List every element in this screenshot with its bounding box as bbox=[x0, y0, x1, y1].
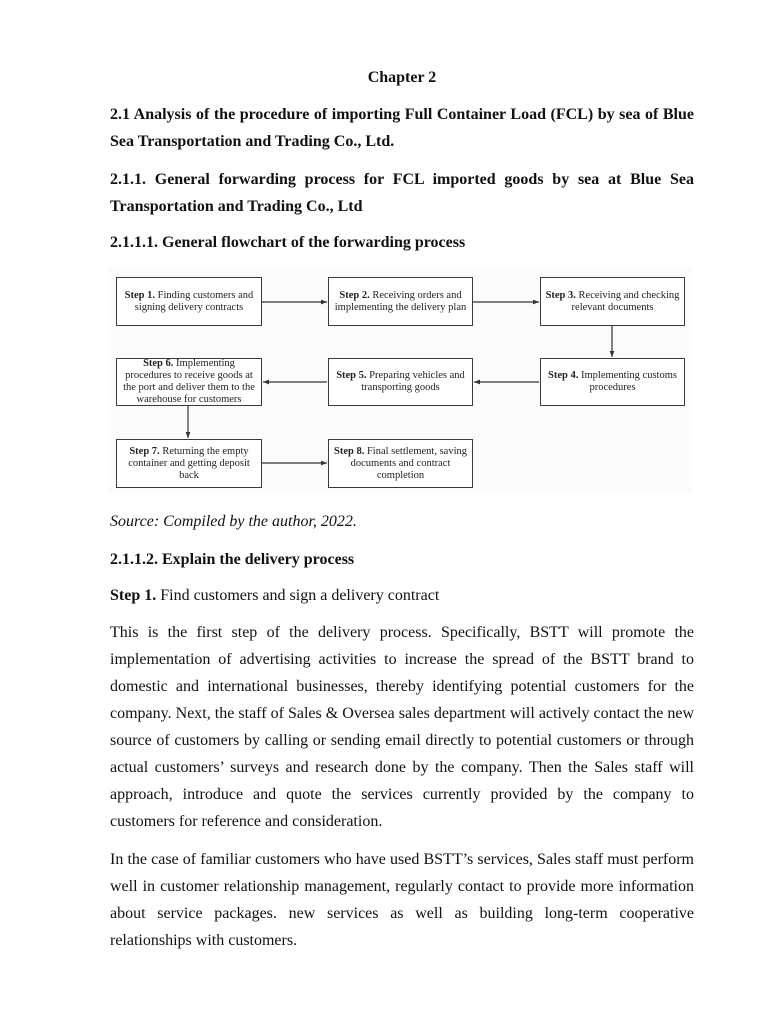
step-5-text: Preparing vehicles and transporting goods bbox=[361, 370, 465, 393]
step-4-label: Step 4. bbox=[548, 370, 579, 381]
flowchart-step-2 bbox=[328, 277, 473, 326]
section-heading-2-1-1-2: 2.1.1.2. Explain the delivery process bbox=[110, 551, 355, 568]
step-1-text: Finding customers and signing delivery contracts bbox=[134, 289, 254, 313]
figure-source-caption: Source: Compiled by the author, 2022. bbox=[110, 513, 357, 530]
forwarding-flowchart bbox=[108, 268, 692, 492]
step-2-label: Step 2. bbox=[339, 289, 370, 301]
step-6-label: Step 6. bbox=[143, 358, 174, 369]
step-1-heading-label: Step 1. bbox=[110, 587, 157, 604]
step-8-text: Final settlement, saving documents and contract completion bbox=[350, 445, 467, 481]
paragraph-2: In the case of familiar customers who have used BSTT’s services, Sales staff must perform well in customer relationship management, regularly contact to provide more information about service packages. new services as well as building long-term cooperative relationships with customers. bbox=[110, 851, 694, 949]
step-6-text: Implementing procedures to receive goods at the port and deliver them to the warehouse for customers bbox=[123, 358, 255, 405]
flowchart-step-3 bbox=[540, 277, 685, 326]
section-heading-2-1: 2.1 Analysis of the procedure of importing Full Container Load (FCL) by sea of Blue Sea Transportation and Trading Co., Ltd. bbox=[110, 106, 694, 150]
flowchart-step-6 bbox=[116, 358, 262, 406]
flowchart-step-5 bbox=[328, 358, 473, 406]
section-heading-2-1-1: 2.1.1. General forwarding process for FCL imported goods by sea at Blue Sea Transportation and Trading Co., Ltd bbox=[110, 171, 694, 215]
step-3-label: Step 3. bbox=[545, 289, 576, 301]
flowchart-step-7 bbox=[116, 439, 262, 488]
step-1-heading bbox=[110, 582, 694, 609]
step-5-label: Step 5. bbox=[336, 370, 367, 381]
step-4-text: Implementing customs procedures bbox=[578, 370, 677, 393]
paragraph-1: This is the first step of the delivery process. Specifically, BSTT will promote the implementation of advertising activities to increase the spread of the BSTT brand to domestic and international businesses, thereby identifying potential customers for the company. Next, the staff of Sales & Oversea sales department will actively contact the new source of customers by calling or sending email directly to potential customers or through actual customers’ surveys and research done by the company. Then the Sales staff will approach, introduce and quote the services currently provided by the company to customers for reference and consideration. bbox=[110, 624, 694, 830]
flowchart-step-4 bbox=[540, 358, 685, 406]
step-7-label: Step 7. bbox=[129, 445, 160, 457]
step-1-heading-text: Find customers and sign a delivery contract bbox=[156, 587, 440, 604]
step-2-text: Receiving orders and implementing the delivery plan bbox=[334, 289, 467, 313]
step-1-label: Step 1. bbox=[124, 289, 156, 301]
step-8-label: Step 8. bbox=[334, 445, 365, 457]
flowchart-step-8 bbox=[328, 439, 473, 488]
step-7-text: Returning the empty container and getting deposit back bbox=[128, 445, 250, 481]
section-heading-2-1-1-1: 2.1.1.1. General flowchart of the forwarding process bbox=[110, 234, 466, 251]
flowchart-step-1 bbox=[116, 277, 262, 326]
step-3-text: Receiving and checking relevant documents bbox=[571, 289, 680, 313]
chapter-title: Chapter 2 bbox=[367, 69, 437, 86]
